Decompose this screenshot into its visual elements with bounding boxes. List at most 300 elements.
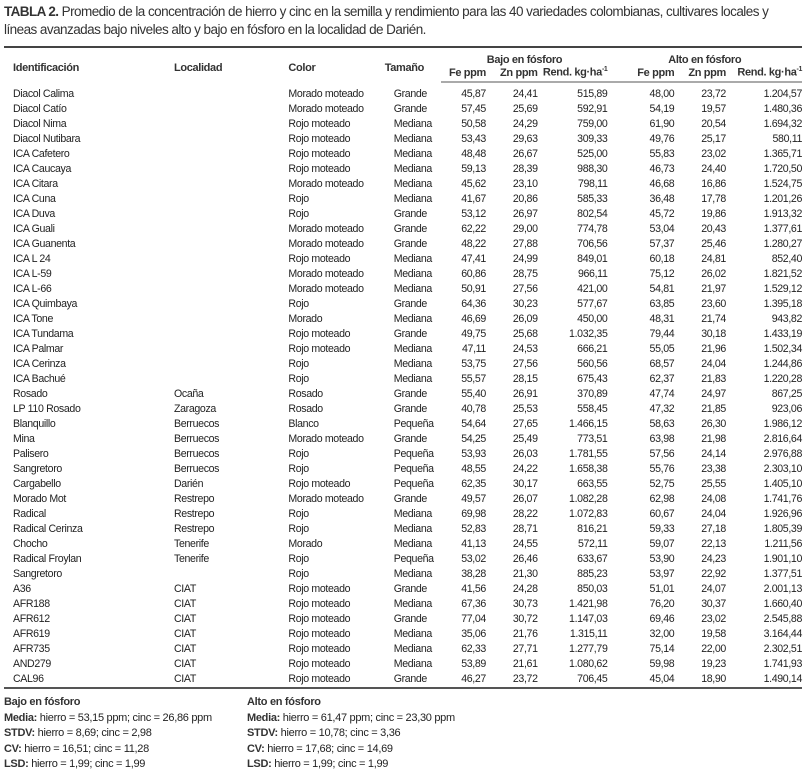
cell-fe-alto: 62,37 — [649, 373, 675, 385]
notes-title: Alto en fósforo — [247, 696, 321, 708]
cell-zn-bajo: 24,99 — [512, 253, 538, 265]
cell-zn-alto: 25,55 — [701, 478, 726, 490]
cell-fe-bajo: 53,75 — [461, 358, 486, 370]
cell-rend-alto: 923,06 — [771, 403, 802, 415]
cell-identificacion: Diacol Nutibara — [13, 133, 81, 145]
cell-rend-bajo: 798,11 — [577, 178, 608, 190]
cell-rend-bajo: 1.082,28 — [569, 493, 608, 505]
table-row — [4, 477, 802, 492]
cell-zn-alto: 24,04 — [701, 358, 726, 370]
cell-fe-bajo: 40,78 — [461, 403, 486, 415]
cell-fe-bajo: 54,64 — [461, 418, 486, 430]
cell-color: Morado moteado — [288, 103, 364, 115]
cell-tamano: Pequeña — [393, 553, 434, 565]
cell-color: Rojo — [288, 208, 309, 220]
cell-zn-bajo: 27,56 — [512, 358, 538, 370]
cell-fe-bajo: 69,98 — [461, 508, 486, 520]
table-row — [4, 222, 802, 237]
cell-localidad: Berruecos — [174, 448, 220, 460]
cell-rend-bajo: 421,00 — [577, 283, 608, 295]
cell-identificacion: ICA Citara — [13, 178, 58, 190]
cell-tamano: Mediana — [393, 283, 432, 295]
cell-zn-alto: 21,96 — [701, 343, 726, 355]
cell-zn-bajo: 23,10 — [512, 178, 538, 190]
cell-tamano: Grande — [393, 238, 427, 250]
cell-fe-alto: 47,74 — [649, 388, 675, 400]
cell-identificacion: Cargabello — [13, 478, 61, 490]
cell-fe-bajo: 62,35 — [461, 478, 486, 490]
cell-fe-alto: 45,04 — [607, 672, 674, 688]
cell-fe-bajo: 41,67 — [461, 193, 486, 205]
cell-zn-bajo: 26,09 — [512, 313, 538, 325]
cell-rend-bajo: 592,91 — [577, 103, 608, 115]
stat-key: LSD: — [247, 758, 272, 770]
cell-localidad: Ocaña — [174, 388, 204, 400]
cell-color: Rojo — [288, 568, 309, 580]
cell-zn-bajo: 30,23 — [512, 298, 538, 310]
cell-zn-alto: 19,57 — [701, 103, 726, 115]
cell-zn-bajo: 28,39 — [512, 163, 538, 175]
cell-rend-alto: 2.302,51 — [763, 643, 802, 655]
cell-tamano: Grande — [393, 87, 427, 100]
cell-zn-bajo: 29,00 — [512, 223, 538, 235]
cell-color: Rojo moteado — [288, 658, 351, 670]
cell-identificacion: AFR619 — [13, 628, 50, 640]
rend-label: Rend. kg·ha — [737, 66, 797, 79]
cell-zn-alto: 21,83 — [701, 373, 726, 385]
cell-zn-alto: 23,38 — [701, 463, 726, 475]
cell-fe-bajo: 47,11 — [462, 343, 486, 355]
cell-color: Rojo moteado — [288, 478, 351, 490]
cell-rend-alto: 1.502,34 — [763, 343, 802, 355]
header-fe-alto: Fe ppm — [607, 66, 674, 82]
cell-identificacion: Diacol Calima — [13, 87, 74, 100]
cell-identificacion: Palisero — [13, 448, 49, 460]
cell-tamano: Mediana — [393, 538, 432, 550]
cell-rend-alto: 1.741,93 — [763, 658, 802, 670]
cell-zn-alto: 25,17 — [701, 133, 726, 145]
cell-fe-bajo: 50,91 — [461, 283, 486, 295]
cell-fe-alto: 79,44 — [649, 328, 675, 340]
stat-value: hierro = 1,99; cinc = 1,99 — [28, 758, 146, 770]
cell-identificacion: AND279 — [13, 658, 51, 670]
cell-identificacion: ICA Guali — [13, 223, 55, 235]
cell-tamano: Mediana — [393, 358, 432, 370]
cell-fe-alto: 63,85 — [649, 298, 675, 310]
cell-localidad: CIAT — [174, 613, 196, 625]
cell-localidad: CIAT — [165, 672, 279, 688]
cell-rend-bajo: 558,45 — [577, 403, 608, 415]
cell-identificacion: ICA Palmar — [13, 343, 64, 355]
cell-color: Rojo moteado — [279, 672, 384, 688]
stat-key: Media: — [247, 711, 281, 724]
cell-color: Morado moteado — [288, 223, 364, 235]
cell-tamano: Grande — [393, 328, 427, 340]
cell-fe-bajo: 50,58 — [461, 118, 486, 130]
table-row — [4, 462, 802, 477]
table-row — [4, 417, 802, 432]
header-fe-bajo: Fe ppm — [441, 66, 486, 82]
cell-zn-alto: 20,43 — [701, 223, 726, 235]
cell-identificacion: AFR612 — [13, 613, 50, 625]
cell-zn-bajo: 28,71 — [512, 523, 538, 535]
cell-tamano: Mediana — [393, 343, 432, 355]
cell-localidad — [165, 357, 279, 372]
cell-color: Morado moteado — [288, 87, 364, 100]
cell-fe-alto: 60,18 — [649, 253, 675, 265]
cell-color: Rojo moteado — [288, 343, 351, 355]
stat-value: hierro = 53,15 ppm; cinc = 26,86 ppm — [37, 711, 212, 724]
cell-zn-bajo: 27,88 — [512, 238, 538, 250]
cell-localidad — [165, 297, 279, 312]
table-body — [4, 82, 802, 688]
cell-identificacion: CAL96 — [4, 672, 165, 688]
cell-zn-bajo: 24,41 — [512, 88, 538, 100]
cell-zn-alto: 27,18 — [701, 523, 726, 535]
header-zn-alto: Zn ppm — [674, 66, 726, 82]
cell-localidad — [165, 162, 279, 177]
cell-fe-bajo: 45,62 — [461, 178, 486, 190]
cell-fe-bajo: 49,57 — [461, 493, 486, 505]
cell-localidad: Berruecos — [174, 463, 220, 475]
caption-label: TABLA 2. — [4, 4, 59, 19]
cell-tamano: Mediana — [393, 148, 432, 160]
cell-zn-alto: 22,92 — [701, 568, 726, 580]
stat-key: LSD: — [4, 758, 29, 770]
cell-zn-bajo: 30,72 — [512, 613, 538, 625]
cell-localidad — [165, 282, 279, 297]
cell-localidad: Tenerife — [174, 553, 209, 565]
cell-tamano: Pequeña — [393, 448, 434, 460]
header-identificacion: Identificación — [4, 47, 165, 82]
cell-color: Rojo moteado — [288, 253, 351, 265]
cell-rend-bajo: 572,11 — [577, 538, 608, 550]
cell-rend-bajo: 577,67 — [577, 298, 608, 310]
cell-identificacion: ICA Duva — [13, 208, 55, 220]
cell-identificacion: ICA Cuna — [13, 193, 56, 205]
table-row — [4, 132, 802, 147]
cell-rend-alto: 1.211,56 — [764, 538, 802, 550]
notes-alto — [247, 695, 455, 773]
cell-tamano: Pequeña — [393, 418, 434, 430]
cell-localidad: Zaragoza — [174, 403, 216, 415]
cell-fe-bajo: 54,25 — [461, 433, 486, 445]
cell-color: Rojo moteado — [288, 133, 351, 145]
rend-exponent: -1 — [796, 66, 802, 74]
cell-tamano: Mediana — [393, 313, 432, 325]
cell-zn-alto: 21,97 — [701, 283, 726, 295]
cell-tamano: Pequeña — [393, 478, 434, 490]
cell-color: Rojo moteado — [288, 613, 351, 625]
cell-color: Morado moteado — [288, 268, 364, 280]
cell-fe-bajo: 59,13 — [461, 163, 486, 175]
cell-identificacion: ICA Caucaya — [13, 163, 71, 175]
cell-tamano: Grande — [393, 493, 427, 505]
cell-rend-bajo: 1.072,83 — [569, 508, 608, 520]
cell-localidad: CIAT — [174, 628, 196, 640]
cell-identificacion: Diacol Nima — [13, 118, 67, 130]
cell-localidad: CIAT — [174, 598, 196, 610]
cell-rend-bajo: 309,33 — [577, 133, 608, 145]
cell-identificacion: ICA Tone — [13, 313, 53, 325]
cell-fe-alto: 68,57 — [649, 358, 675, 370]
cell-zn-bajo: 26,03 — [512, 448, 538, 460]
table-row — [4, 432, 802, 447]
cell-fe-alto: 53,97 — [649, 568, 675, 580]
cell-localidad — [165, 312, 279, 327]
cell-identificacion: Rosado — [13, 388, 48, 400]
table-row — [4, 207, 802, 222]
stat-key: CV: — [247, 742, 265, 755]
cell-color: Rojo moteado — [288, 598, 351, 610]
cell-identificacion: A36 — [13, 583, 31, 595]
cell-rend-bajo: 515,89 — [577, 88, 608, 100]
cell-rend-alto: 1.365,71 — [763, 148, 802, 160]
cell-color: Rojo — [288, 448, 309, 460]
cell-fe-alto: 46,68 — [649, 178, 675, 190]
cell-rend-alto: 1.204,57 — [763, 88, 802, 100]
stat-key: STDV: — [247, 727, 278, 739]
cell-tamano: Mediana — [393, 268, 432, 280]
cell-identificacion: AFR188 — [13, 598, 50, 610]
caption-text: Promedio de la concentración de hierro y cinc en la semilla y rendimiento para las 40 variedades colombianas, cultivares locales y líneas avanzadas bajo niveles alto y bajo en fósforo en la localidad de Darién. — [4, 4, 769, 37]
cell-fe-bajo: 60,86 — [461, 268, 486, 280]
stat-value: hierro = 10,78; cinc = 3,36 — [277, 727, 401, 739]
cell-rend-alto: 1.720,50 — [763, 163, 802, 175]
cell-rend-alto: 1.926,96 — [763, 508, 802, 520]
cell-fe-alto: 54,19 — [649, 103, 675, 115]
cell-rend-bajo: 802,54 — [577, 208, 608, 220]
cell-fe-alto: 53,04 — [649, 223, 675, 235]
cell-zn-alto: 24,08 — [701, 493, 726, 505]
cell-zn-alto: 21,85 — [701, 403, 726, 415]
cell-fe-bajo: 45,87 — [461, 88, 486, 100]
cell-zn-alto: 23,02 — [701, 148, 726, 160]
cell-rend-bajo: 706,56 — [577, 238, 608, 250]
cell-zn-bajo: 25,68 — [512, 328, 538, 340]
table-row — [4, 447, 802, 462]
cell-tamano: Mediana — [393, 598, 432, 610]
cell-fe-bajo: 55,57 — [461, 373, 486, 385]
cell-zn-bajo: 27,65 — [512, 418, 538, 430]
data-table — [4, 46, 802, 689]
cell-tamano: Grande — [393, 403, 427, 415]
cell-rend-alto: 1.377,51 — [763, 568, 802, 580]
cell-identificacion: ICA Cerinza — [13, 358, 66, 370]
cell-fe-bajo: 47,41 — [461, 253, 486, 265]
cell-color: Rojo moteado — [288, 118, 351, 130]
cell-tamano: Mediana — [393, 253, 432, 265]
cell-tamano: Mediana — [393, 568, 432, 580]
cell-fe-bajo: 64,36 — [461, 298, 486, 310]
cell-zn-bajo: 25,69 — [512, 103, 538, 115]
cell-localidad — [165, 222, 279, 237]
cell-zn-bajo: 24,22 — [512, 463, 538, 475]
stat-key: STDV: — [4, 727, 35, 739]
notes-title: Bajo en fósforo — [4, 696, 81, 708]
table-row — [4, 237, 802, 252]
cell-localidad: Restrepo — [174, 523, 215, 535]
cell-tamano: Mediana — [393, 373, 432, 385]
cell-zn-alto: 23,02 — [701, 613, 726, 625]
cell-zn-bajo: 21,76 — [512, 628, 538, 640]
table-row — [4, 297, 802, 312]
cell-color: Morado moteado — [288, 493, 364, 505]
cell-color: Morado moteado — [288, 433, 364, 445]
cell-identificacion: Sangretoro — [13, 463, 62, 475]
cell-identificacion: Radical — [13, 508, 46, 520]
cell-color: Rojo moteado — [288, 328, 351, 340]
header-localidad: Localidad — [165, 47, 279, 82]
cell-fe-bajo: 62,22 — [461, 223, 486, 235]
cell-rend-alto: 1.480,36 — [763, 103, 802, 115]
cell-rend-bajo: 773,51 — [577, 433, 608, 445]
cell-identificacion: Morado Mot — [13, 493, 67, 505]
cell-rend-alto: 1.529,12 — [763, 283, 802, 295]
cell-tamano: Grande — [393, 433, 427, 445]
header-tamano: Tamaño — [385, 47, 442, 82]
cell-localidad — [165, 147, 279, 162]
cell-rend-alto: 867,25 — [771, 388, 802, 400]
cell-fe-alto: 45,72 — [649, 208, 675, 220]
table-row — [4, 282, 802, 297]
header-alto-fosforo: Alto en fósforo — [607, 47, 802, 66]
stat-value: hierro = 61,47 ppm; cinc = 23,30 ppm — [280, 711, 455, 724]
cell-identificacion: ICA Guanenta — [13, 238, 76, 250]
cell-zn-bajo: 24,55 — [512, 538, 538, 550]
cell-rend-bajo: 560,56 — [577, 358, 608, 370]
cell-identificacion: LP 110 Rosado — [13, 403, 81, 415]
cell-fe-bajo: 53,12 — [461, 208, 486, 220]
cell-fe-bajo: 53,89 — [461, 658, 486, 670]
cell-rend-bajo: 885,23 — [577, 568, 608, 580]
cell-zn-alto: 24,23 — [701, 553, 726, 565]
cell-tamano: Mediana — [393, 508, 432, 520]
cell-zn-bajo: 24,29 — [512, 118, 538, 130]
cell-rend-bajo: 706,45 — [538, 672, 608, 688]
table-row — [4, 597, 802, 612]
header-rend-bajo — [538, 66, 608, 82]
cell-zn-alto: 19,23 — [701, 658, 726, 670]
cell-rend-bajo: 1.080,62 — [569, 658, 608, 670]
cell-zn-alto: 24,07 — [701, 583, 726, 595]
cell-identificacion: Chocho — [13, 538, 48, 550]
cell-zn-bajo: 26,91 — [512, 388, 538, 400]
stat-key: CV: — [4, 742, 22, 755]
cell-rend-bajo: 1.315,11 — [569, 628, 608, 640]
header-zn-bajo: Zn ppm — [486, 66, 538, 82]
cell-rend-alto: 2.976,88 — [763, 448, 802, 460]
cell-rend-alto: 943,82 — [771, 313, 802, 325]
cell-rend-bajo: 525,00 — [577, 148, 608, 160]
cell-color: Rojo — [288, 523, 309, 535]
cell-identificacion: Blanquillo — [13, 418, 56, 430]
cell-zn-alto: 21,74 — [701, 313, 726, 325]
cell-zn-bajo: 25,53 — [512, 403, 538, 415]
cell-fe-alto: 58,63 — [649, 418, 675, 430]
cell-color: Morado moteado — [288, 238, 364, 250]
cell-color: Rojo — [288, 358, 309, 370]
cell-fe-alto: 51,01 — [649, 583, 675, 595]
cell-zn-alto: 24,04 — [701, 508, 726, 520]
cell-zn-bajo: 25,49 — [512, 433, 538, 445]
cell-color: Rojo — [288, 508, 309, 520]
stat-value: hierro = 17,68; cinc = 14,69 — [264, 742, 393, 755]
cell-localidad: CIAT — [174, 643, 196, 655]
cell-rend-bajo: 816,21 — [577, 523, 608, 535]
table-row — [4, 357, 802, 372]
cell-fe-alto: 61,90 — [649, 118, 675, 130]
cell-color: Morado — [288, 313, 323, 325]
cell-rend-alto: 1.244,86 — [763, 358, 802, 370]
cell-tamano: Grande — [393, 208, 427, 220]
cell-color: Rojo moteado — [288, 583, 351, 595]
cell-tamano: Grande — [393, 583, 427, 595]
cell-fe-bajo: 52,83 — [461, 523, 486, 535]
cell-zn-alto: 30,18 — [701, 328, 726, 340]
cell-identificacion: ICA Quimbaya — [13, 298, 78, 310]
cell-color: Blanco — [288, 418, 319, 430]
cell-fe-alto: 36,48 — [649, 193, 675, 205]
cell-localidad: CIAT — [174, 583, 196, 595]
cell-fe-alto: 55,83 — [649, 148, 675, 160]
cell-rend-bajo: 1.421,98 — [569, 598, 608, 610]
cell-rend-alto: 2.545,88 — [763, 613, 802, 625]
cell-localidad — [165, 327, 279, 342]
stat-value: hierro = 16,51; cinc = 11,28 — [21, 742, 149, 755]
cell-rend-alto: 1.660,40 — [763, 598, 802, 610]
cell-zn-alto: 19,58 — [701, 628, 726, 640]
cell-rend-bajo: 849,01 — [577, 253, 608, 265]
cell-localidad — [165, 82, 279, 102]
cell-fe-alto: 62,98 — [649, 493, 675, 505]
cell-rend-bajo: 774,78 — [577, 223, 608, 235]
cell-rend-bajo: 1.658,38 — [569, 463, 608, 475]
cell-localidad — [165, 237, 279, 252]
table-row — [4, 267, 802, 282]
stat-value: hierro = 1,99; cinc = 1,99 — [271, 758, 389, 770]
cell-tamano: Grande — [393, 613, 427, 625]
header-bajo-fosforo: Bajo en fósforo — [441, 47, 607, 66]
cell-tamano: Grande — [393, 388, 427, 400]
rend-exponent: -1 — [601, 66, 608, 74]
cell-rend-bajo: 663,55 — [577, 478, 608, 490]
cell-fe-bajo: 41,56 — [461, 583, 486, 595]
cell-fe-alto: 47,32 — [649, 403, 675, 415]
cell-tamano: Mediana — [393, 193, 432, 205]
table-row — [4, 402, 802, 417]
cell-rend-bajo: 1.466,15 — [569, 418, 608, 430]
cell-zn-bajo: 29,63 — [512, 133, 538, 145]
cell-zn-bajo: 26,67 — [512, 148, 538, 160]
cell-rend-alto: 2.816,64 — [763, 433, 802, 445]
cell-zn-bajo: 21,30 — [512, 568, 538, 580]
table-row — [4, 492, 802, 507]
table-row — [4, 387, 802, 402]
cell-rend-alto: 3.164,44 — [763, 628, 802, 640]
cell-rend-alto: 1.220,28 — [763, 373, 802, 385]
cell-color: Rojo moteado — [288, 643, 351, 655]
cell-localidad — [165, 342, 279, 357]
cell-localidad: Darién — [174, 478, 204, 490]
rend-label: Rend. kg·ha — [542, 66, 602, 79]
cell-tamano: Mediana — [393, 643, 432, 655]
cell-fe-bajo: 48,22 — [461, 238, 486, 250]
cell-tamano: Grande — [393, 103, 427, 115]
cell-fe-alto: 57,37 — [649, 238, 675, 250]
cell-rend-alto: 1.201,26 — [763, 193, 802, 205]
table-row — [4, 252, 802, 267]
